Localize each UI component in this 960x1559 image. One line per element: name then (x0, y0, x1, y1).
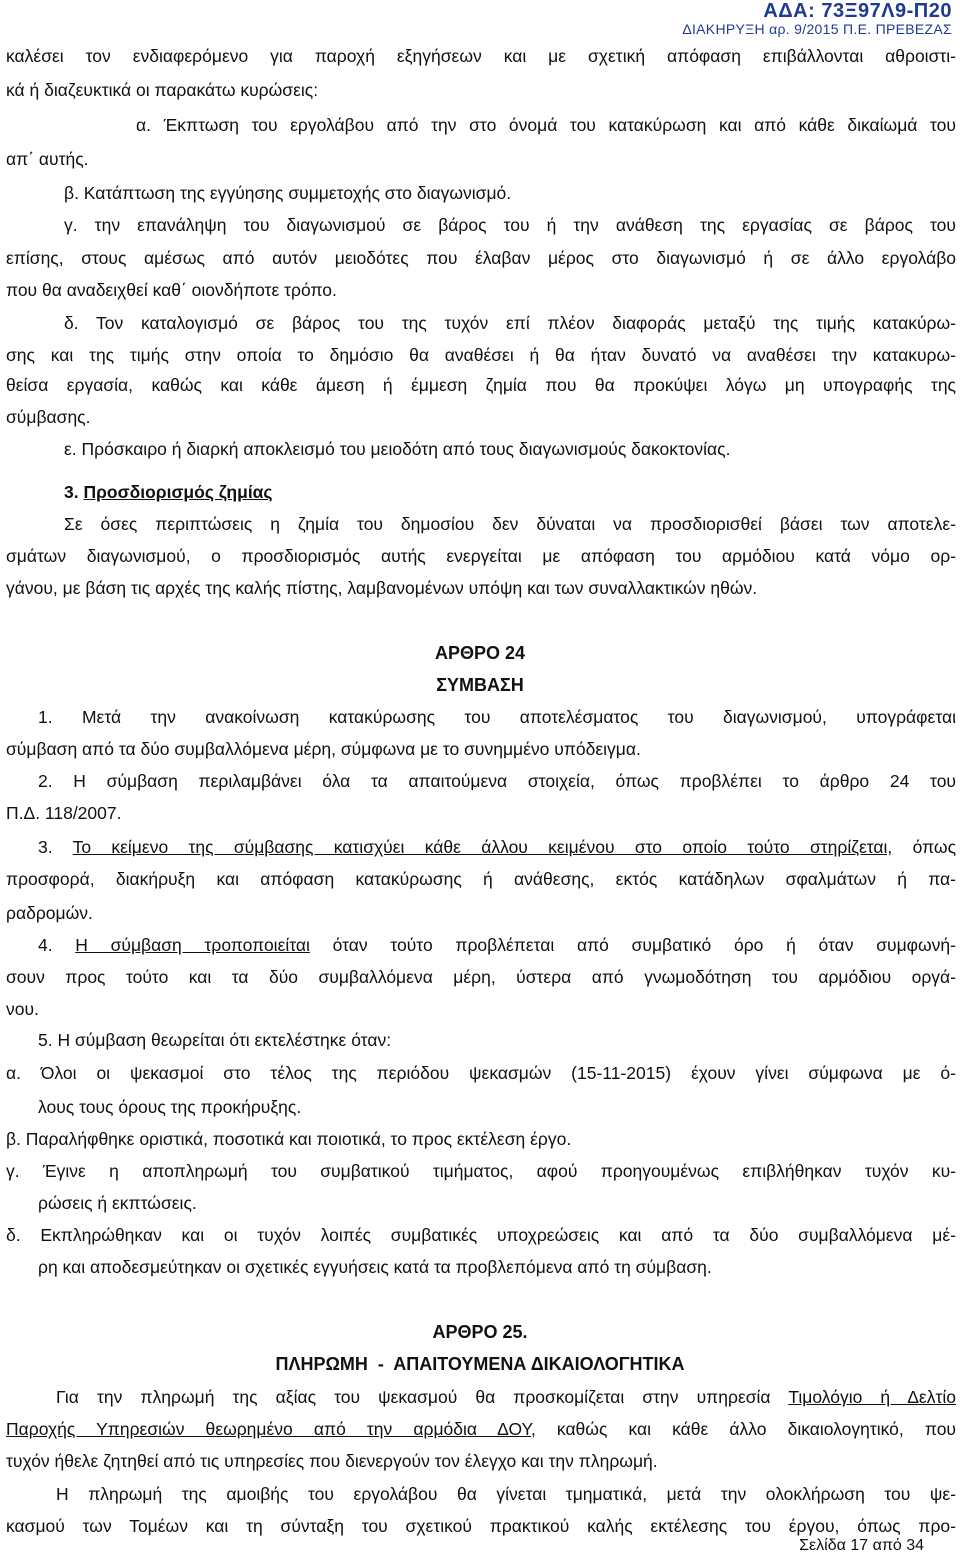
paragraph-line (38, 934, 956, 956)
text-fragment: όπως (892, 837, 956, 857)
list-item-e: ε. Πρόσκαιρο ή διαρκή αποκλεισμό του μειοδότη από τους διαγωνισμούς δακοκτονίας. (64, 439, 731, 459)
underlined-text: Η σύμβαση τροποποιείται (75, 935, 310, 955)
text-line: σης και της τιμής στην οποία το δημόσιο θα αναθέσει ή θα ήταν δυνατό να αναθέσει την κατακυρω- (6, 345, 956, 365)
text-line: νου. (6, 999, 39, 1019)
text-line: επίσης, στους αμέσως από αυτόν μειοδότες που έλαβαν μέρος στο διαγωνισμό ή σε άλλο εργολάβο (6, 248, 956, 268)
article-24-title: ΑΡΘΡΟ 24 (434, 643, 526, 663)
text-line: που θα αναδειχθεί καθ΄ οιονδήποτε τρόπο. (6, 280, 337, 300)
item-number: 4. (38, 935, 76, 955)
text-line: τυχόν ήθελε ζητηθεί από τις υπηρεσίες που διενεργούν τον έλεγχο και την πληρωμή. (6, 1451, 658, 1471)
text-line: καλέσει τον ενδιαφερόμενο για παροχή εξηγήσεων και με σχετική απόφαση επιβάλλονται αθροιστι- (6, 46, 956, 66)
paragraph-line: Η πληρωμή της αμοιβής του εργολάβου θα γίνεται τμηματικά, μετά την ολοκλήρωση του ψε- (56, 1484, 956, 1504)
text-line: σύμβασης. (6, 407, 91, 427)
text-line: κασμού των Τομέων και τη σύνταξη του σχετικού πρακτικού καλής εκτέλεσης του έργου, όπως προ- (6, 1516, 956, 1536)
paragraph-line: 1. Μετά την ανακοίνωση κατακύρωσης του αποτελέσματος του διαγωνισμού, υπογράφεται (38, 707, 956, 727)
section-heading-damage (64, 481, 954, 503)
text-line: Π.Δ. 118/2007. (6, 803, 122, 823)
ada-code: ΑΔΑ: 73Ξ97Λ9-Π20 (763, 0, 952, 22)
text-fragment: , καθώς και κάθε άλλο δικαιολογητικό, που (530, 1419, 956, 1439)
paragraph-line: 2. Η σύμβαση περιλαμβάνει όλα τα απαιτούμενα στοιχεία, όπως προβλέπει το άρθρο 24 του (38, 771, 956, 791)
section-number: 3. (64, 482, 84, 502)
text-line (6, 1418, 956, 1440)
text-line: προσφορά, διακήρυξη και απόφαση κατακύρωσης ή ανάθεσης, εκτός κατάδηλων σφαλμάτων ή πα- (6, 869, 956, 889)
list-item-a: α. Όλοι οι ψεκασμοί στο τέλος της περιόδου ψεκασμών (15-11-2015) έχουν γίνει σύμφωνα με ό- (6, 1063, 956, 1083)
text-line: ρώσεις ή εκπτώσεις. (38, 1193, 197, 1213)
text-line: σύμβαση από τα δύο συμβαλλόμενα μέρη, σύμφωνα με το συνημμένο υπόδειγμα. (6, 739, 641, 759)
paragraph-line (38, 836, 956, 858)
paragraph-line: 5. Η σύμβαση θεωρείται ότι εκτελέστηκε όταν: (38, 1030, 392, 1050)
item-number: 3. (38, 837, 73, 857)
text-fragment: όταν τούτο προβλέπεται από συμβατικό όρο ή όταν συμφωνή- (309, 935, 956, 955)
list-item-d: δ. Τον καταλογισμό σε βάρος του της τυχόν επί πλέον διαφοράς μεταξύ της τιμής κατακύρω- (64, 313, 956, 333)
article-25-subtitle: ΠΛΗΡΩΜΗ - ΑΠΑΙΤΟΥΜΕΝΑ ΔΙΚΑΙΟΛΟΓΗΤΙΚΑ (275, 1354, 685, 1374)
list-item-a: α. Έκπτωση του εργολάβου από την στο όνομά του κατακύρωση και από κάθε δικαίωμά του (136, 115, 956, 135)
text-line: απ΄ αυτής. (6, 149, 89, 169)
text-line: θείσα εργασία, καθώς και κάθε άμεση ή έμμεση ζημία που θα προκύψει λόγω μη υπογραφής της (6, 375, 956, 395)
text-line: γάνου, με βάση τις αρχές της καλής πίστης, λαμβανομένων υπόψη και των συναλλακτικών ηθών. (6, 578, 758, 598)
text-fragment: Για την πληρωμή της αξίας του ψεκασμού θα προσκομίζεται στην υπηρεσία (56, 1387, 789, 1407)
list-item-c: γ. Έγινε η αποπληρωμή του συμβατικού τιμήματος, αφού προηγουμένως επιβλήθηκαν τυχόν κυ- (6, 1161, 956, 1181)
text-line: σουν προς τούτο και τα δύο συμβαλλόμενα μέρη, ύστερα από γνωμοδότηση του αρμόδιου οργά- (6, 967, 956, 987)
text-line: λους τους όρους της προκήρυξης. (38, 1097, 302, 1117)
underlined-text: Το κείμενο της σύμβασης κατισχύει κάθε άλλου κειμένου στο οποίο τούτο στηρίζεται, (72, 837, 893, 857)
list-item-b: β. Κατάπτωση της εγγύησης συμμετοχής στο διαγωνισμό. (64, 183, 512, 203)
list-item-b: β. Παραλήφθηκε οριστικά, ποσοτικά και ποιοτικά, το προς εκτέλεση έργο. (6, 1129, 572, 1149)
text-line: σμάτων διαγωνισμού, ο προσδιορισμός αυτής ενεργείται με απόφαση του αρμόδιου κατά νόμο ορ- (6, 546, 956, 566)
section-title: Προσδιορισμός ζημίας (83, 482, 273, 502)
underlined-text: Παροχής Υπηρεσιών θεωρημένο από την αρμόδια ΔΟΥ (6, 1419, 531, 1439)
list-item-d: δ. Εκπληρώθηκαν και οι τυχόν λοιπές συμβατικές υποχρεώσεις και από τα δύο συμβαλλόμενα μέ- (6, 1225, 956, 1245)
page-number: Σελίδα 17 από 34 (799, 1537, 924, 1554)
paragraph-line (56, 1386, 956, 1408)
declaration-reference: ΔΙΑΚΗΡΥΞΗ αρ. 9/2015 Π.Ε. ΠΡΕΒΕΖΑΣ (682, 21, 952, 37)
article-25-title: ΑΡΘΡΟ 25. (432, 1322, 528, 1342)
paragraph-line: Σε όσες περιπτώσεις η ζημία του δημοσίου δεν δύναται να προσδιορισθεί βάσει των αποτελε- (64, 514, 956, 534)
list-item-c: γ. την επανάληψη του διαγωνισμού σε βάρος του ή την ανάθεση της εργασίας σε βάρος του (64, 215, 956, 235)
underlined-text: Τιμολόγιο ή Δελτίο (788, 1387, 957, 1407)
text-line: ραδρομών. (6, 903, 93, 923)
article-24-subtitle: ΣΥΜΒΑΣΗ (436, 675, 524, 695)
text-line: κά ή διαζευκτικά οι παρακάτω κυρώσεις: (6, 80, 319, 100)
text-line: ρη και αποδεσμεύτηκαν οι σχετικές εγγυήσεις κατά τα προβλεπόμενα από τη σύμβαση. (38, 1257, 712, 1277)
